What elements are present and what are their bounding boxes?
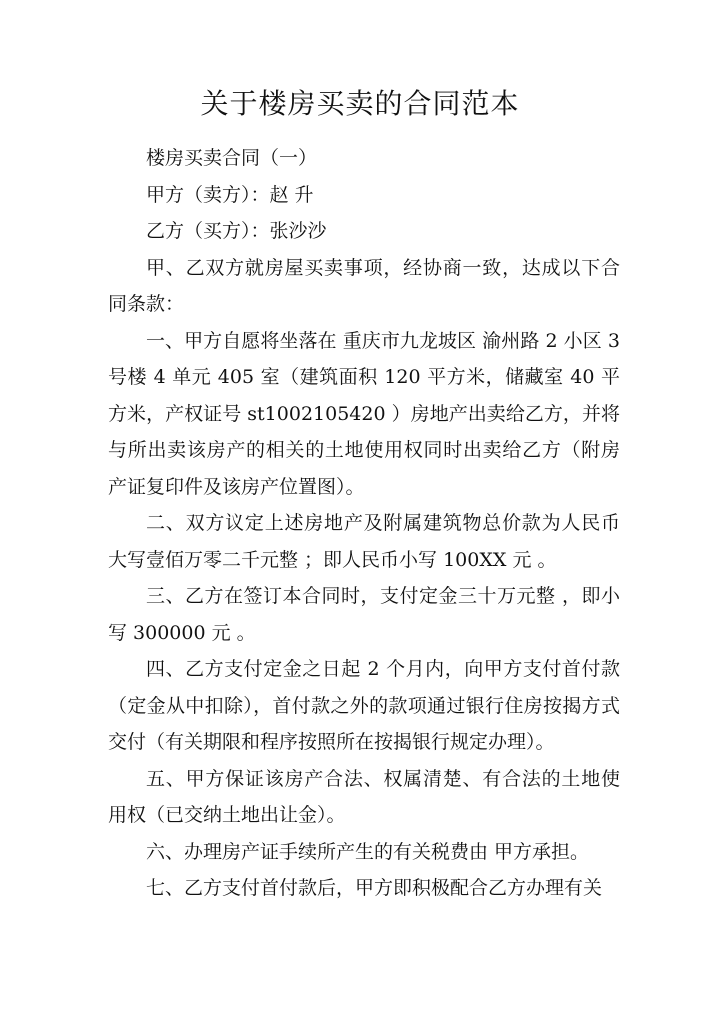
paragraph-clause-1: 一、甲方自愿将坐落在 重庆市九龙坡区 渝州路 2 小区 3 号楼 4 单元 405 室（建筑面积 120 平方米，储藏室 40 平方米，产权证号 st1002105420 ）房地产出卖给乙方，并将与所出卖该房产的相关的土地使用权同时出卖给乙方（附房产证复印件及该房产位置图）。	[108, 329, 620, 498]
paragraph-preamble: 甲、乙双方就房屋买卖事项，经协商一致，达成以下合同条款：	[108, 256, 620, 315]
document-title: 关于楼房买卖的合同范本	[200, 87, 520, 120]
paragraph-clause-5: 五、甲方保证该房产合法、权属清楚、有合法的土地使用权（已交纳土地出让金）。	[108, 767, 620, 826]
paragraph-party-b: 乙方（买方）：张沙沙	[146, 220, 327, 242]
paragraph-contract-heading: 楼房买卖合同（一）	[146, 147, 318, 169]
paragraph-clause-3: 三、乙方在签订本合同时，支付定金三十万元整 ，即小写 300000 元 。	[108, 585, 620, 644]
paragraph-clause-4: 四、乙方支付定金之日起 2 个月内，向甲方支付首付款（定金从中扣除），首付款之外的款项通过银行住房按揭方式交付（有关期限和程序按照所在按揭银行规定办理）。	[108, 658, 620, 753]
paragraph-clause-7: 七、乙方支付首付款后，甲方即积极配合乙方办理有关	[146, 877, 603, 899]
paragraph-clause-6: 六、办理房产证手续所产生的有关税费由 甲方承担。	[146, 840, 590, 863]
paragraph-party-a: 甲方（卖方）：赵 升	[146, 183, 314, 206]
document-body	[108, 140, 620, 907]
paragraph-clause-2: 二、双方议定上述房地产及附属建筑物总价款为人民币大写壹佰万零二千元整 ；即人民币小写 100XX 元 。	[108, 512, 620, 571]
